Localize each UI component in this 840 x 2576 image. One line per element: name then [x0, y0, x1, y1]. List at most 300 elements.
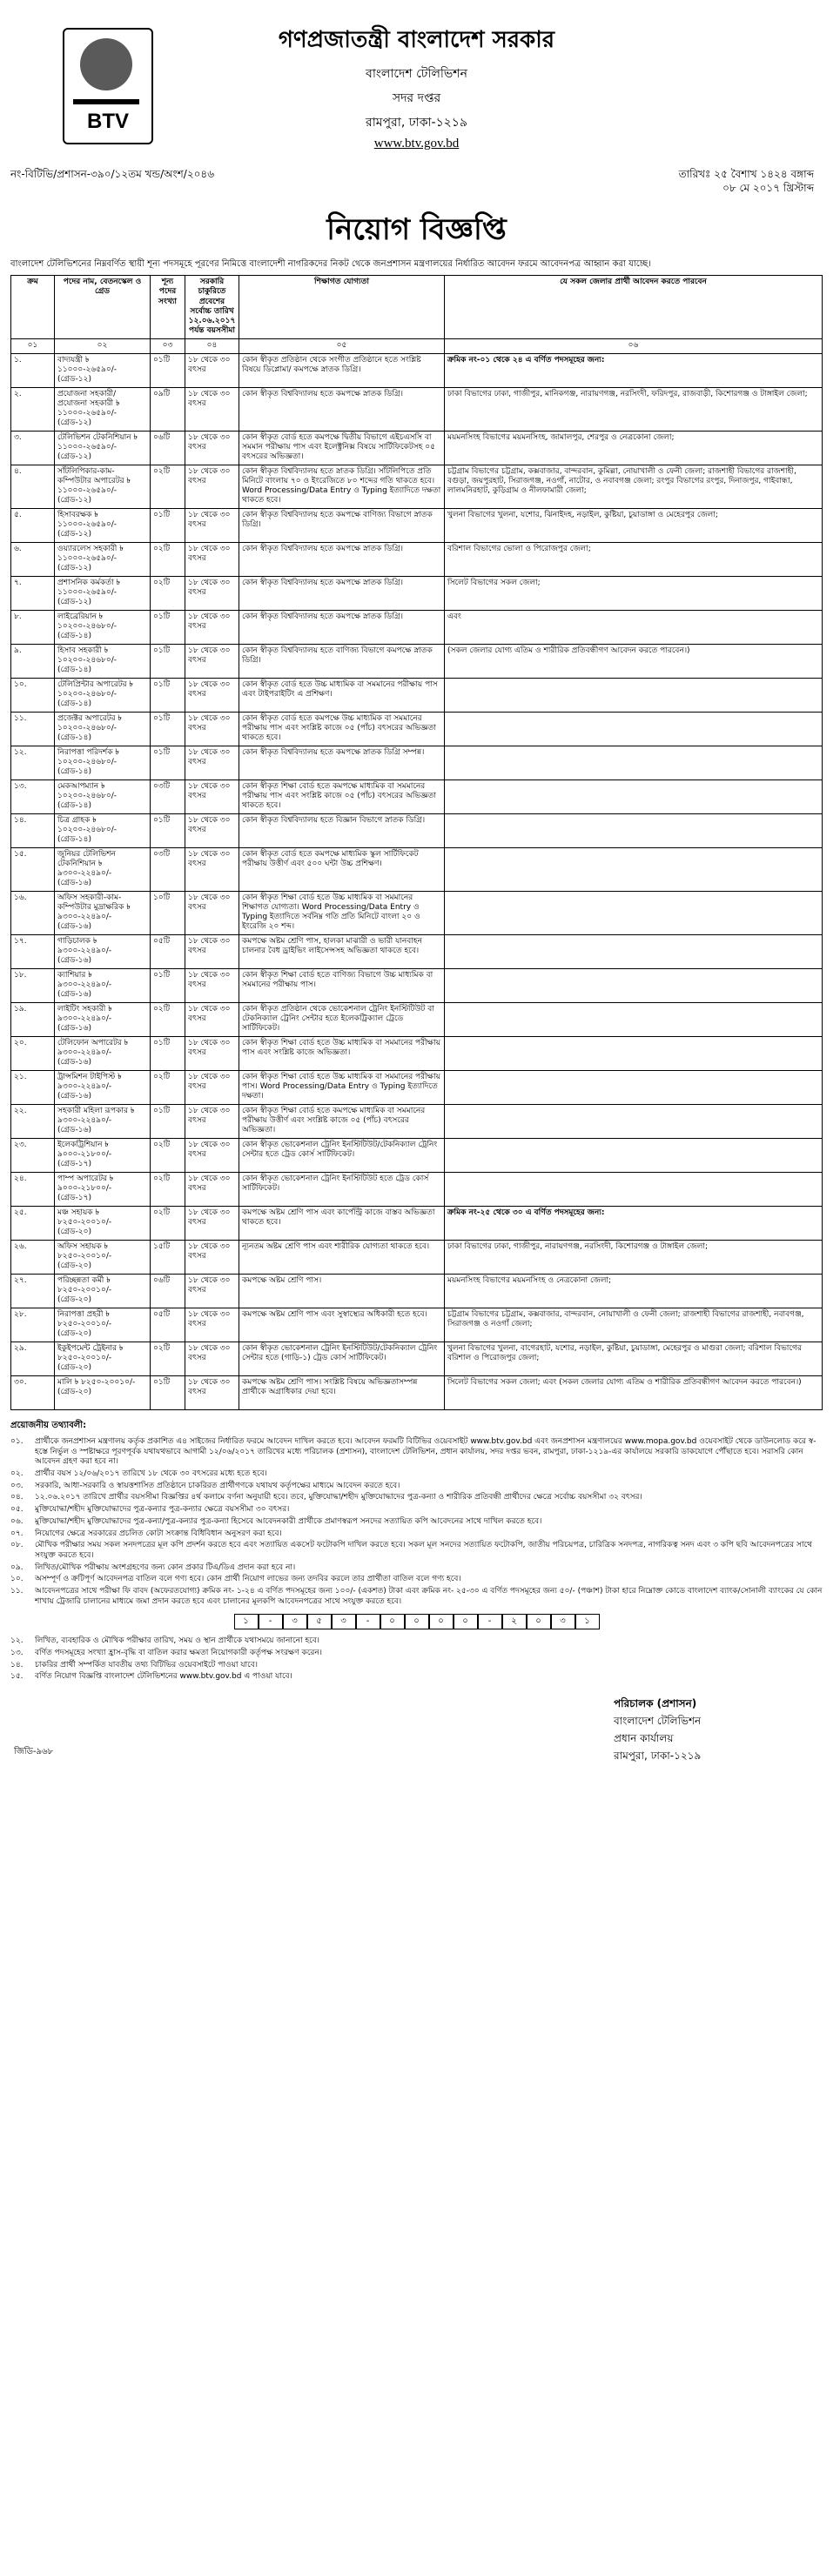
table-row: [11, 1375, 823, 1409]
note-number: ১৩.: [10, 1649, 24, 1657]
header-district: যে সকল জেলার প্রার্থী আবেদন করতে পারবেন: [445, 276, 823, 339]
code-digit: ০: [454, 1614, 478, 1629]
cell-age: ১৮ থেকে ৩০ বৎসর: [185, 644, 239, 678]
website-link[interactable]: www.btv.gov.bd: [373, 137, 460, 151]
footer-code: জিডি-৯৬৮: [14, 1747, 54, 1756]
note-number: ১০.: [10, 1575, 24, 1584]
org-line-3: সদর দপ্তর: [392, 91, 441, 105]
cell-sl: ২৫.: [11, 1206, 55, 1240]
code-digit: ২: [502, 1614, 527, 1629]
cell-age: ১৮ থেকে ৩০ বৎসর: [185, 1172, 239, 1206]
cell-post: হিসাবরক্ষক ৳ ১১০০০-২৬৫৯০/- (গ্রেড-১২): [55, 508, 151, 542]
cell-post: সহকারী মহিলা রূপকার ৳ ৯৩০০-২২৪৯০/- (গ্রেড-১৬): [55, 1104, 151, 1138]
cell-sl: ৭.: [11, 576, 55, 610]
signature-org: বাংলাদেশ টেলিভিশন: [614, 1715, 702, 1727]
notes-heading: প্রয়োজনীয় তথ্যাবলী:: [10, 1421, 87, 1430]
reference-number: নং-বিটিভি/প্রশাসন-৩৯০/১২তম খন্ড/অংশ/২০৪৬: [10, 168, 215, 180]
cell-district: খুলনা বিভাগের খুলনা, বাগেরহাট, যশোর, নড়াইল, কুষ্টিয়া, চুয়াডাঙ্গা, মেহেরপুর ও মাগুরা জেলা; বরিশাল বিভাগের বরিশাল ও পিরোজপুর জেলা;: [445, 1342, 823, 1375]
note-number: ০৫.: [10, 1505, 24, 1515]
cell-qual: কোন স্বীকৃত শিক্ষা বোর্ড হতে উচ্চ মাধ্যমিক বা সমমানের শিক্ষাগত যোগ্যতা। Word Processing/Data Entry ও Typing ইত্যাদিতে সর্বনিম্ন গতি প্রতি মিনিটে বাংলা ২০ ও ইংরেজি ২০ শব্দ।: [239, 891, 445, 934]
note-item: [10, 1437, 823, 1468]
cell-qual: কোন স্বীকৃত বিশ্ববিদ্যালয় হতে বিজ্ঞান বিভাগে স্নাতক ডিগ্রি।: [239, 813, 445, 847]
cell-qty: ০১টি: [151, 1036, 185, 1070]
cell-age: ১৮ থেকে ৩০ বৎসর: [185, 465, 239, 508]
cell-qual: কোন স্বীকৃত বিশ্ববিদ্যালয় হতে কমপক্ষে স্নাতক ডিগ্রি।: [239, 610, 445, 644]
cell-post: টেলিপ্রিন্টার অপারেটর ৳ ১০২০০-২৪৬৮০/- (গ্রেড-১৪): [55, 678, 151, 712]
cell-post: পরিচ্ছন্নতা কর্মী ৳ ৮২৫০-২০০১০/- (গ্রেড-২০): [55, 1274, 151, 1308]
cell-age: ১৮ থেকে ৩০ বৎসর: [185, 968, 239, 1002]
note-text: চাকরির প্রার্থী সম্পর্কিত যাবতীয় তথ্য বিটিভির ওয়েবসাইটে পাওয়া যাবে।: [35, 1660, 258, 1669]
note-number: ১৪.: [10, 1660, 24, 1669]
code-digit: ৩: [551, 1614, 575, 1629]
note-item: [10, 1587, 823, 1607]
notice-page: [10, 9, 823, 1762]
cell-qual: কোন স্বীকৃত শিক্ষা বোর্ড হতে উচ্চ মাধ্যমিক বা সমমানের পরীক্ষায় পাস এবং সংশ্লিষ্ট কাজে অভিজ্ঞতা।: [239, 1036, 445, 1070]
cell-district: [445, 968, 823, 1002]
code-digit: ০: [405, 1614, 429, 1629]
table-row: [11, 353, 823, 387]
cell-district: ঢাকা বিভাগের ঢাকা, গাজীপুর, নারায়ণগঞ্জ, নরসিংদী, কিশোরগঞ্জ ও টাঙ্গাইল জেলা;: [445, 1240, 823, 1274]
cell-qty: ০২টি: [151, 542, 185, 576]
cell-age: ১৮ থেকে ৩০ বৎসর: [185, 813, 239, 847]
cell-district: চট্টগ্রাম বিভাগের চট্টগ্রাম, কক্সবাজার, বান্দরবান, নোয়াখালী ও ফেনী জেলা; রাজশাহী বিভাগের রাজশাহী, নবাবগঞ্জ, সিরাজগঞ্জ ও নওগাঁ জেলা;: [445, 1308, 823, 1342]
note-number: ০৩.: [10, 1481, 24, 1490]
header-qualification: শিক্ষাগত যোগ্যতা: [239, 276, 445, 339]
code-digit: ০: [527, 1614, 551, 1629]
table-row: [11, 576, 823, 610]
cell-post: প্রশাসনিক কর্মকর্তা ৳ ১১০০০-২৬৫৯০/- (গ্রেড-১২): [55, 576, 151, 610]
cell-sl: ২৬.: [11, 1240, 55, 1274]
col-number: ০৩: [151, 338, 185, 353]
table-row: [11, 1036, 823, 1070]
note-text: বর্ণিত নিয়োগ বিজ্ঞপ্তি বাংলাদেশ টেলিভিশনের www.btv.gov.bd এ পাওয়া যাবে।: [35, 1672, 292, 1682]
cell-qty: ০২টি: [151, 1206, 185, 1240]
col-number: ০১: [11, 338, 55, 353]
cell-qty: ০২টি: [151, 465, 185, 508]
cell-sl: ২৪.: [11, 1172, 55, 1206]
note-item: [10, 1469, 823, 1480]
cell-post: চিত্র গ্রাহক ৳ ১০২০০-২৪৬৮০/- (গ্রেড-১৪): [55, 813, 151, 847]
cell-district: খুলনা বিভাগের খুলনা, যশোর, ঝিনাইদহ, নড়াইল, কুষ্টিয়া, চুয়াডাঙ্গা ও মেহেরপুর জেলা;: [445, 508, 823, 542]
code-digit: -: [259, 1614, 283, 1629]
table-row: [11, 891, 823, 934]
cell-district: [445, 779, 823, 813]
cell-qty: ০৫টি: [151, 1308, 185, 1342]
table-row: [11, 1138, 823, 1172]
cell-sl: ৯.: [11, 644, 55, 678]
cell-district: ময়মনসিংহ বিভাগের ময়মনসিংহ ও নেত্রকোনা জেলা;: [445, 1274, 823, 1308]
cell-qty: ০১টি: [151, 1375, 185, 1409]
cell-qual: কমপক্ষে অষ্টম শ্রেণি পাস এবং সুস্বাস্থ্যের অধিকারী হতে হবে।: [239, 1308, 445, 1342]
cell-district: ক্রমিক নং-০১ থেকে ২৪ এ বর্ণিত পদসমূহের জন্য:: [445, 353, 823, 387]
note-item: [10, 1493, 823, 1503]
cell-sl: ২০.: [11, 1036, 55, 1070]
cell-qual: কোন স্বীকৃত বোর্ড হতে কমপক্ষে মাধ্যমিক স্কুল সার্টিফিকেট পরীক্ষায় উত্তীর্ণ এবং ৫০০ ঘন্টা উচ্চ প্রশিক্ষণ।: [239, 847, 445, 891]
table-row: [11, 387, 823, 431]
note-number: ০১.: [10, 1437, 24, 1446]
cell-age: ১৮ থেকে ৩০ বৎসর: [185, 1308, 239, 1342]
cell-age: ১৮ থেকে ৩০ বৎসর: [185, 779, 239, 813]
table-row: [11, 968, 823, 1002]
cell-qual: কোন স্বীকৃত বোর্ড হতে কমপক্ষে দ্বিতীয় বিভাগে এইচএসসি বা সমমান পরীক্ষায় পাস এবং ইলেক্ট্রনিক্স বিষয়ে সার্টিফিকেটসহ ০৫ বৎসরের অভিজ্ঞতা।: [239, 431, 445, 465]
cell-district: সিলেট বিভাগের সকল জেলা;: [445, 576, 823, 610]
table-row: [11, 934, 823, 968]
note-text: আবেদনপত্রের সাথে পরীক্ষা ফি বাবদ (অফেরতযোগ্য) ক্রমিক নং- ১-২৪ এ বর্ণিত পদসমূহের জন্য ১০০/- (একশত) টাকা এবং ক্রমিক নং- ২৫-৩০ এ বর্ণিত পদসমূহের জন্য ৫০/- (পঞ্চাশ) টাকা হারে নিম্নোক্ত কোডে বাংলাদেশ ব্যাংক/সোনালী ব্যাংকের যে কোন শাখায় ট্রেজারি চালানের মাধ্যমে জমা প্রদান করতে হবে এবং চালানের মূলকপি আবেদনপত্রের সাথে সংযুক্ত করতে হবে।: [35, 1586, 823, 1606]
signature-title: পরিচালক (প্রশাসন): [614, 1697, 697, 1710]
cell-post: পাম্প অপারেটর ৳ ৯০০০-২১৮০০/- (গ্রেড-১৭): [55, 1172, 151, 1206]
cell-qual: কোন স্বীকৃত বোর্ড হতে কমপক্ষে উচ্চ মাধ্যমিক বা সমমানের পরীক্ষায় পাস এবং সংশ্লিষ্ট কাজে ০৫ (পাঁচ) বৎসরের অভিজ্ঞতা থাকতে হবে।: [239, 712, 445, 746]
note-number: ০৭.: [10, 1529, 24, 1538]
cell-post: ট্রান্সমিশন টাইপিস্ট ৳ ৯৩০০-২২৪৯০/- (গ্রেড-১৬): [55, 1070, 151, 1104]
cell-district: [445, 1172, 823, 1206]
note-number: ১৫.: [10, 1672, 24, 1682]
cell-qual: কোন স্বীকৃত প্রতিষ্ঠান থেকে ভোকেশনাল ট্রেনিং ইনস্টিটিউট বা টেকনিক্যাল ট্রেনিং সেন্টার হতে ইলেকট্রিক্যাল ট্রেডে সার্টিফিকেট।: [239, 1002, 445, 1036]
cell-post: ক্যাশিয়ার ৳ ৯৩০০-২২৪৯০/- (গ্রেড-১৬): [55, 968, 151, 1002]
table-row: [11, 779, 823, 813]
cell-age: ১৮ থেকে ৩০ বৎসর: [185, 678, 239, 712]
cell-qual: কোন স্বীকৃত বিশ্ববিদ্যালয় হতে বাণিজ্য বিভাগে কমপক্ষে স্নাতক ডিগ্রি।: [239, 644, 445, 678]
cell-sl: ১১.: [11, 712, 55, 746]
cell-qual: কমপক্ষে অষ্টম শ্রেণি পাস, হালকা মাঝারী ও ভারী যানবাহন চালনার বৈধ ড্রাইভিং লাইসেন্সসহ অভিজ্ঞতা থাকতে হবে।: [239, 934, 445, 968]
notes-list: [10, 1437, 823, 1607]
cell-post: মালি ৳ ৮২৫০-২০০১০/- (গ্রেড-২০): [55, 1375, 151, 1409]
cell-district: [445, 1070, 823, 1104]
cell-age: ১৮ থেকে ৩০ বৎসর: [185, 542, 239, 576]
cell-district: চট্টগ্রাম বিভাগের চট্টগ্রাম, কক্সবাজার, বান্দরবান, কুমিল্লা, নোয়াখালী ও ফেনী জেলা; রাজশাহী বিভাগের রাজশাহী, বগুড়া, জয়পুরহাট, সিরাজগঞ্জ, নওগাঁ, নাটোর, ও নবাবগঞ্জ জেলা; রংপুর বিভাগের রংপুর, দিনাজপুর, গাইবান্ধা, লালমনিরহাট, কুড়িগ্রাম ও নীলফামারী জেলা;: [445, 465, 823, 508]
col-number: ০২: [55, 338, 151, 353]
note-number: ০৯.: [10, 1562, 24, 1572]
organization-block: [10, 22, 823, 151]
note-item: [10, 1517, 823, 1528]
cell-post: জুনিয়র টেলিভিশন টেকনিশিয়ান ৳ ৯৩০০-২২৪৯০/- (গ্রেড-১৬): [55, 847, 151, 891]
note-text: মুক্তিযোদ্ধা/শহীদ মুক্তিযোদ্ধাদের পুত্র-কন্যার পুত্র-কন্যার ক্ষেত্রে বয়সসীমা ৩০ বৎসর।: [35, 1505, 290, 1515]
table-row: [11, 431, 823, 465]
code-digit: -: [356, 1614, 380, 1629]
note-text: লিখিত/মৌখিক পরীক্ষায় অংশগ্রহণের জন্য কোন প্রকার টিএ/ডিএ প্রদান করা হবে না।: [35, 1562, 296, 1572]
table-row: [11, 542, 823, 576]
table-header-row: [11, 276, 823, 339]
org-line-1: গণপ্রজাতন্ত্রী বাংলাদেশ সরকার: [278, 27, 555, 53]
cell-district: [445, 746, 823, 779]
cell-sl: ৩.: [11, 431, 55, 465]
cell-post: ওয়্যারলেস সহকারী ৳ ১১০০০-২৬৫৯০/- (গ্রেড-১২): [55, 542, 151, 576]
date-english: ০৮ মে ২০১৭ খ্রিস্টাব্দ: [722, 182, 814, 194]
cell-sl: ১৬.: [11, 891, 55, 934]
cell-district: [445, 934, 823, 968]
cell-sl: ১৫.: [11, 847, 55, 891]
cell-district: ঢাকা বিভাগের ঢাকা, গাজীপুর, মানিকগঞ্জ, নারায়ণগঞ্জ, নরসিংদী, ফরিদপুর, রাজবাড়ী, কিশোরগঞ্জ ও টাঙ্গাইল জেলা;: [445, 387, 823, 431]
cell-age: ১৮ থেকে ৩০ বৎসর: [185, 847, 239, 891]
cell-post: প্রজেক্টর অপারেটর ৳ ১০২০০-২৪৬৮০/- (গ্রেড-১৪): [55, 712, 151, 746]
col-number: ০৫: [239, 338, 445, 353]
cell-qty: ০১টি: [151, 746, 185, 779]
cell-qty: ১০টি: [151, 891, 185, 934]
cell-sl: ১০.: [11, 678, 55, 712]
cell-qty: ০১টি: [151, 712, 185, 746]
cell-age: ১৮ থেকে ৩০ বৎসর: [185, 1342, 239, 1375]
note-text: মৌখিক পরীক্ষার সময় সকল সনদপত্রের মূল কপি প্রদর্শন করতে হবে এবং সত্যায়িত একসেট ফটোকপি দাখিল করতে হবে। সকল মূল সনদের সত্যায়িত ফটোকপি, জাতীয় পরিচয়পত্র, চারিত্রিক সনদপত্র, নাগরিকত্ব সনদ এবং ৩ কপি ছবি আবেদনপত্রের সাথে সংযুক্ত করতে হবে।: [35, 1541, 812, 1560]
cell-age: ১৮ থেকে ৩০ বৎসর: [185, 1070, 239, 1104]
note-item: [10, 1529, 823, 1540]
note-item: [10, 1575, 823, 1585]
cell-qty: ০৩টি: [151, 847, 185, 891]
cell-qual: কোন স্বীকৃত বোর্ড হতে উচ্চ মাধ্যমিক বা সমমানের পরীক্ষায় পাস এবং টাইপরাইটিং এ প্রশিক্ষণ।: [239, 678, 445, 712]
cell-post: সাঁটলিপিকার-কাম-কম্পিউটার অপারেটর ৳ ১১০০০-২৬৫৯০/- (গ্রেড-১২): [55, 465, 151, 508]
cell-age: ১৮ থেকে ৩০ বৎসর: [185, 1036, 239, 1070]
cell-qty: ০২টি: [151, 1342, 185, 1375]
cell-age: ১৮ থেকে ৩০ বৎসর: [185, 576, 239, 610]
cell-sl: ৫.: [11, 508, 55, 542]
column-number-row: [11, 338, 823, 353]
note-item: [10, 1661, 823, 1671]
cell-qty: ০৬টি: [151, 431, 185, 465]
treasury-code: [10, 1614, 823, 1629]
cell-sl: ৩০.: [11, 1375, 55, 1409]
cell-sl: ১৭.: [11, 934, 55, 968]
code-digit: ৫: [307, 1614, 332, 1629]
cell-qty: ০১টি: [151, 508, 185, 542]
header-vacancy: শূন্য পদের সংখ্যা: [151, 276, 185, 339]
org-line-2: বাংলাদেশ টেলিভিশন: [366, 67, 467, 81]
cell-sl: ১৮.: [11, 968, 55, 1002]
cell-sl: ১.: [11, 353, 55, 387]
cell-qual: কোন স্বীকৃত প্রতিষ্ঠান থেকে সংগীত প্রতিষ্ঠানে হতে সংশ্লিষ্ট বিষয়ে ডিপ্লোমা/ কমপক্ষে স্নাতক ডিগ্রি।: [239, 353, 445, 387]
cell-sl: ১৩.: [11, 779, 55, 813]
signature-block: [614, 1696, 788, 1766]
table-row: [11, 1274, 823, 1308]
note-text: ১২.০৬.২০১৭ তারিখে প্রার্থীর বয়সসীমা বিজ্ঞপ্তির ৪র্থ কলামে বর্ণনা অনুযায়ী হবে। তবে, মুক্তিযোদ্ধা/শহীদ মুক্তিযোদ্ধাদের পুত্র-কন্যা ও শারীরিক প্রতিবন্ধী প্রার্থীদের ক্ষেত্রে সর্বোচ্চ বয়সসীমা ৩২ বৎসর।: [35, 1493, 642, 1502]
cell-sl: ১৪.: [11, 813, 55, 847]
cell-post: অফিস সহায়ক ৳ ৮২৫০-২০০১০/- (গ্রেড-২০): [55, 1240, 151, 1274]
cell-sl: ৬.: [11, 542, 55, 576]
note-number: ০৪.: [10, 1493, 24, 1502]
note-item: [10, 1649, 823, 1659]
note-item: [10, 1482, 823, 1492]
table-row: [11, 1070, 823, 1104]
cell-post: অফিস সহকারী-কাম-কম্পিউটার মুদ্রাক্ষরিক ৳ ৯৩০০-২২৪৯০/- (গ্রেড-১৬): [55, 891, 151, 934]
col-number: ০৪: [185, 338, 239, 353]
cell-qual: কোন স্বীকৃত বিশ্ববিদ্যালয় হতে কমপক্ষে স্নাতক ডিগ্রি।: [239, 387, 445, 431]
cell-district: (সকল জেলার যোগ্য এতিম ও শারীরিক প্রতিবন্ধীগণ আবেদন করতে পারবেন।): [445, 644, 823, 678]
note-text: প্রার্থীকে জনপ্রশাসন মন্ত্রণালয় কর্তৃক প্রকাশিত এ৪ সাইজের নির্ধারিত ফরমে আবেদন দাখিল করতে হবে। আবেদন ফরমটি বিটিভির ওয়েবসাইট www.btv.gov.bd এবং জনপ্রশাসন মন্ত্রণালয়ের www.mopa.gov.bd ওয়েবসাইট থেকে ডাউনলোড করে স্ব-হস্তে নির্ভুল ও স্পষ্টাক্ষরে পূরণপূর্বক যথাযথভাবে আগামী ১২/০৬/২০১৭ তারিখের মধ্যে পরিচালক (প্রশাসন), বাংলাদেশ টেলিভিশন, প্রধান কার্যালয়, সদর দপ্তর ভবন, রামপুরা, ঢাকা-১২১৯-এর কার্যালয়ে সরকারি ডাকযোগে পৌঁছাতে হবে। সরাসরি কোন আবেদন গ্রহণ করা হবে না।: [35, 1437, 816, 1467]
cell-district: [445, 678, 823, 712]
note-text: বর্ণিত পদসমূহের সংখ্যা হ্রাস-বৃদ্ধি বা বাতিল করার ক্ষমতা নিয়োগকারী কর্তৃপক্ষ সংরক্ষণ করেন।: [35, 1649, 322, 1657]
cell-post: ইকুইপমেন্ট ট্রেইনার ৳ ৮২৫০-২০০১০/- (গ্রেড-২০): [55, 1342, 151, 1375]
cell-qual: কমপক্ষে অষ্টম শ্রেণি পাস এবং কার্পেন্ট্রি কাজে বাস্তব অভিজ্ঞতা থাকতে হবে।: [239, 1206, 445, 1240]
note-item: [10, 1541, 823, 1561]
cell-age: ১৮ থেকে ৩০ বৎসর: [185, 746, 239, 779]
cell-age: ১৮ থেকে ৩০ বৎসর: [185, 1274, 239, 1308]
table-row: [11, 847, 823, 891]
header-age: সরকারি চাকুরিতে প্রবেশের সর্বোচ্চ তারিখ ১২.০৬.২০১৭ পর্যন্ত বয়সসীমা: [185, 276, 239, 339]
cell-age: ১৮ থেকে ৩০ বৎসর: [185, 1206, 239, 1240]
note-text: প্রার্থীর বয়স ১২/০৬/২০১৭ তারিখে ১৮ থেকে ৩০ বৎসরের মধ্যে হতে হবে।: [35, 1469, 267, 1479]
intro-text: বাংলাদেশ টেলিভিশনের নিম্নবর্ণিত স্থায়ী শূন্য পদসমূহে পূরণের নিমিত্তে বাংলাদেশী নাগরিকদের নিকট থেকে জনপ্রশাসন মন্ত্রণালয়ের নির্ধারিত আবেদন ফরমে আবেদনপত্র আহ্বান করা যাচ্ছে।: [10, 259, 651, 269]
cell-qty: ০১টি: [151, 678, 185, 712]
table-row: [11, 1172, 823, 1206]
cell-qty: ১৫টি: [151, 1240, 185, 1274]
table-row: [11, 465, 823, 508]
cell-post: লাইব্রেরিয়ান ৳ ১০২০০-২৪৬৮০/- (গ্রেড-১৪): [55, 610, 151, 644]
cell-qual: কোন স্বীকৃত ভোকেশনাল ট্রেনিং ইনস্টিটিউট/টেকনিক্যাল ট্রেনিং সেন্টার হতে (গাড়ি-১) ট্রেড কোর্স সার্টিফিকেট।: [239, 1342, 445, 1375]
cell-qty: ০৬টি: [151, 1274, 185, 1308]
cell-district: [445, 1036, 823, 1070]
table-row: [11, 1002, 823, 1036]
cell-qty: ০২টি: [151, 1172, 185, 1206]
header: [10, 9, 823, 157]
cell-age: ১৮ থেকে ৩০ বৎসর: [185, 508, 239, 542]
note-text: নিয়োগের ক্ষেত্রে সরকারের প্রচলিত কোটা সংক্রান্ত বিধিবিধান অনুসরণ করা হবে।: [35, 1529, 282, 1538]
cell-qty: ০১টি: [151, 1104, 185, 1138]
cell-qty: ০২টি: [151, 1002, 185, 1036]
code-digit: ৩: [283, 1614, 307, 1629]
cell-sl: ২.: [11, 387, 55, 431]
note-item: [10, 1505, 823, 1515]
cell-post: হিসাব সহকারী ৳ ১০২০০-২৪৬৮০/- (গ্রেড-১৪): [55, 644, 151, 678]
cell-age: ১৮ থেকে ৩০ বৎসর: [185, 387, 239, 431]
code-digit: ৩: [332, 1614, 356, 1629]
cell-district: [445, 813, 823, 847]
table-row: [11, 712, 823, 746]
note-number: ০২.: [10, 1469, 24, 1479]
cell-qual: কোন স্বীকৃত শিক্ষা বোর্ড হতে কমপক্ষে মাধ্যমিক বা সমমানের পরীক্ষায় পাস এবং সংশ্লিষ্ট কাজে ০৫ (পাঁচ) বৎসরের অভিজ্ঞতা থাকতে হবে।: [239, 779, 445, 813]
cell-sl: ২৭.: [11, 1274, 55, 1308]
notes-section: [10, 1419, 823, 1684]
cell-qty: ০৫টি: [151, 934, 185, 968]
note-text: লিখিত, ব্যবহারিক ও মৌখিক পরীক্ষার তারিখ, সময় ও স্থান প্রার্থীকে যথাসময়ে জানানো হবে।: [35, 1636, 320, 1646]
cell-sl: ৮.: [11, 610, 55, 644]
cell-qual: কোন স্বীকৃত শিক্ষা বোর্ড হতে উচ্চ মাধ্যমিক বা সমমানের পরীক্ষায় পাস। Word Processing/Data Entry ও Typing ইত্যাদিতে দক্ষতা।: [239, 1070, 445, 1104]
cell-qty: ০২টি: [151, 1138, 185, 1172]
cell-age: ১৮ থেকে ৩০ বৎসর: [185, 1375, 239, 1409]
code-digit: ১: [234, 1614, 259, 1629]
note-item: [10, 1563, 823, 1574]
cell-post: মেকআপম্যান ৳ ১০২০০-২৪৬৮০/- (গ্রেড-১৪): [55, 779, 151, 813]
cell-district: [445, 1002, 823, 1036]
cell-age: ১৮ থেকে ৩০ বৎসর: [185, 1138, 239, 1172]
code-digit: -: [478, 1614, 502, 1629]
cell-qual: কোন স্বীকৃত ভোকেশনাল ট্রেনিং ইনস্টিটিউট হতে ট্রেড কোর্স সার্টিফিকেট।: [239, 1172, 445, 1206]
cell-qty: ০১টি: [151, 968, 185, 1002]
org-line-4: রামপুরা, ঢাকা-১২১৯: [366, 116, 467, 130]
cell-qty: ০১টি: [151, 353, 185, 387]
notice-title: নিয়োগ বিজ্ঞপ্তি: [326, 212, 507, 247]
table-row: [11, 644, 823, 678]
cell-qty: ০৩টি: [151, 779, 185, 813]
note-text: সরকারি, আধা-সরকারি ও স্বায়ত্তশাসিত প্রতিষ্ঠানে চাকরিরত প্রার্থীগণকে যথাযথ কর্তৃপক্ষের মাধ্যমে আবেদন করতে হবে।: [35, 1481, 400, 1490]
note-number: ০৮.: [10, 1541, 24, 1550]
table-row: [11, 610, 823, 644]
cell-qual: কোন স্বীকৃত ভোকেশনাল ট্রেনিং ইনস্টিটিউট/টেকনিক্যাল ট্রেনিং সেন্টার হতে ট্রেড কোর্স সার্টিফিকেট।: [239, 1138, 445, 1172]
cell-qty: ০২টি: [151, 1070, 185, 1104]
table-row: [11, 1104, 823, 1138]
cell-district: [445, 1104, 823, 1138]
cell-post: গাড়িচালক ৳ ৯৩০০-২২৪৯০/- (গ্রেড-১৬): [55, 934, 151, 968]
cell-district: [445, 1138, 823, 1172]
table-row: [11, 1308, 823, 1342]
col-number: ০৬: [445, 338, 823, 353]
cell-qual: কোন স্বীকৃত বিশ্ববিদ্যালয় হতে কমপক্ষে বাণিজ্য বিভাগে স্নাতক ডিগ্রি।: [239, 508, 445, 542]
cell-age: ১৮ থেকে ৩০ বৎসর: [185, 1240, 239, 1274]
cell-sl: ১২.: [11, 746, 55, 779]
cell-age: ১৮ থেকে ৩০ বৎসর: [185, 1002, 239, 1036]
cell-qty: ০১টি: [151, 813, 185, 847]
cell-qual: ন্যূনতম অষ্টম শ্রেণি পাস এবং শারীরিক যোগ্যতা থাকতে হবে।: [239, 1240, 445, 1274]
cell-qual: কোন স্বীকৃত শিক্ষা বোর্ড হতে কমপক্ষে মাধ্যমিক বা সমমানের পরীক্ষায় উত্তীর্ণ এবং সংশ্লিষ্ট কাজে ০৫ (পাঁচ) বৎসরের অভিজ্ঞতা।: [239, 1104, 445, 1138]
header-post: পদের নাম, বেতনস্কেল ও গ্রেড: [55, 276, 151, 339]
cell-qual: কমপক্ষে অষ্টম শ্রেণি পাস।: [239, 1274, 445, 1308]
note-number: ১২.: [10, 1636, 24, 1646]
note-number: ০৬.: [10, 1516, 24, 1526]
cell-qty: ০২টি: [151, 576, 185, 610]
cell-district: [445, 712, 823, 746]
table-row: [11, 1342, 823, 1375]
table-row: [11, 1206, 823, 1240]
cell-age: ১৮ থেকে ৩০ বৎসর: [185, 934, 239, 968]
signature-address: রামপুরা, ঢাকা-১২১৯: [614, 1750, 702, 1762]
date-bangla: তারিখঃ ২৫ বৈশাখ ১৪২৪ বঙ্গাব্দ: [678, 168, 814, 180]
note-item: [10, 1672, 823, 1683]
cell-post: প্রযোজনা সহকারী/ প্রযোজনা সহকারী ৳ ১১০০০-২৬৫৯০/- (গ্রেড-১২): [55, 387, 151, 431]
cell-post: ইলেকট্রিশিয়ান ৳ ৯০০০-২১৮০০/- (গ্রেড-১৭): [55, 1138, 151, 1172]
table-body: [11, 353, 823, 1409]
cell-sl: ২৩.: [11, 1138, 55, 1172]
cell-district: [445, 891, 823, 934]
cell-post: লাইটিং সহকারী ৳ ৯৩০০-২২৪৯০/- (গ্রেড-১৬): [55, 1002, 151, 1036]
table-row: [11, 1240, 823, 1274]
cell-qty: ০৯টি: [151, 387, 185, 431]
cell-district: ময়মনসিংহ বিভাগের ময়মনসিংহ, জামালপুর, শেরপুর ও নেত্রকোনা জেলা;: [445, 431, 823, 465]
table-row: [11, 813, 823, 847]
cell-district: [445, 847, 823, 891]
cell-qual: কোন স্বীকৃত শিক্ষা বোর্ড হতে বাণিজ্য বিভাগে উচ্চ মাধ্যমিক বা সমমানের পরীক্ষায় পাস।: [239, 968, 445, 1002]
cell-post: নিরাপত্তা প্রহরী ৳ ৮২৫০-২০০১০/- (গ্রেড-২০): [55, 1308, 151, 1342]
cell-age: ১৮ থেকে ৩০ বৎসর: [185, 1104, 239, 1138]
cell-sl: ২৯.: [11, 1342, 55, 1375]
cell-post: টেলিভিশন টেকনিশিয়ান ৳ ১১০০০-২৬৫৯০/- (গ্রেড-১২): [55, 431, 151, 465]
cell-post: নিরাপত্তা পরিদর্শক ৳ ১০২০০-২৪৬৮০/- (গ্রেড-১৪): [55, 746, 151, 779]
table-row: [11, 746, 823, 779]
vacancy-table: [10, 275, 823, 1410]
cell-qual: কোন স্বীকৃত বিশ্ববিদ্যালয় হতে স্নাতক ডিগ্রি। সাঁটলিপিতে প্রতি মিনিটে বাংলায় ৭০ ও ইংরেজিতে ৮০ শব্দের গতি থাকতে হবে। Word Processing/Data Entry ও Typing ইত্যাদিতে দক্ষতা থাকতে হবে।: [239, 465, 445, 508]
code-digit: ০: [429, 1614, 454, 1629]
cell-sl: ৪.: [11, 465, 55, 508]
cell-qual: কোন স্বীকৃত বিশ্ববিদ্যালয় হতে কমপক্ষে স্নাতক ডিগ্রি সম্পন্ন।: [239, 746, 445, 779]
cell-qual: কমপক্ষে অষ্টম শ্রেণি পাস। সংশ্লিষ্ট বিষয়ে অভিজ্ঞতাসম্পন্ন প্রার্থীকে অগ্রাধিকার দেয়া হবে।: [239, 1375, 445, 1409]
cell-qual: কোন স্বীকৃত বিশ্ববিদ্যালয় হতে কমপক্ষে স্নাতক ডিগ্রি।: [239, 542, 445, 576]
code-digit: ১: [575, 1614, 600, 1629]
cell-sl: ২১.: [11, 1070, 55, 1104]
table-row: [11, 508, 823, 542]
header-serial: ক্রম: [11, 276, 55, 339]
logo-text: BTV: [87, 110, 129, 133]
cell-age: ১৮ থেকে ৩০ বৎসর: [185, 712, 239, 746]
cell-post: বাদ্যযন্ত্রী ৳ ১১০০০-২৬৫৯০/- (গ্রেড-১২): [55, 353, 151, 387]
signature-office: প্রধান কার্যালয়: [614, 1732, 674, 1744]
note-text: অসম্পূর্ণ ও ক্রটিপূর্ণ আবেদনপত্র বাতিল বলে গণ্য হবে। কোন প্রার্থী নিয়োগ লাভের জন্য তদবির করলে তার প্রার্থীতা বাতিল বলে গণ্য হবে।: [35, 1575, 461, 1584]
cell-post: মঞ্চ সহায়ক ৳ ৮২৫০-২০০১০/- (গ্রেড-২০): [55, 1206, 151, 1240]
cell-district: এবং: [445, 610, 823, 644]
cell-age: ১৮ থেকে ৩০ বৎসর: [185, 610, 239, 644]
cell-sl: ২৮.: [11, 1308, 55, 1342]
cell-age: ১৮ থেকে ৩০ বৎসর: [185, 891, 239, 934]
cell-sl: ২২.: [11, 1104, 55, 1138]
cell-qty: ০১টি: [151, 644, 185, 678]
cell-age: ১৮ থেকে ৩০ বৎসর: [185, 353, 239, 387]
note-text: মুক্তিযোদ্ধা/শহীদ মুক্তিযোদ্ধাদের পুত্র-কন্যা/পুত্র-কন্যার পুত্র-কন্যা হিসেবে আবেদনকারী প্রার্থীকে প্রমাণস্বরূপ সনদের সত্যায়িত কপি আবেদনের সাথে দাখিল করতে হবে।: [35, 1516, 542, 1526]
notes-list-after: [10, 1636, 823, 1683]
cell-age: ১৮ থেকে ৩০ বৎসর: [185, 431, 239, 465]
